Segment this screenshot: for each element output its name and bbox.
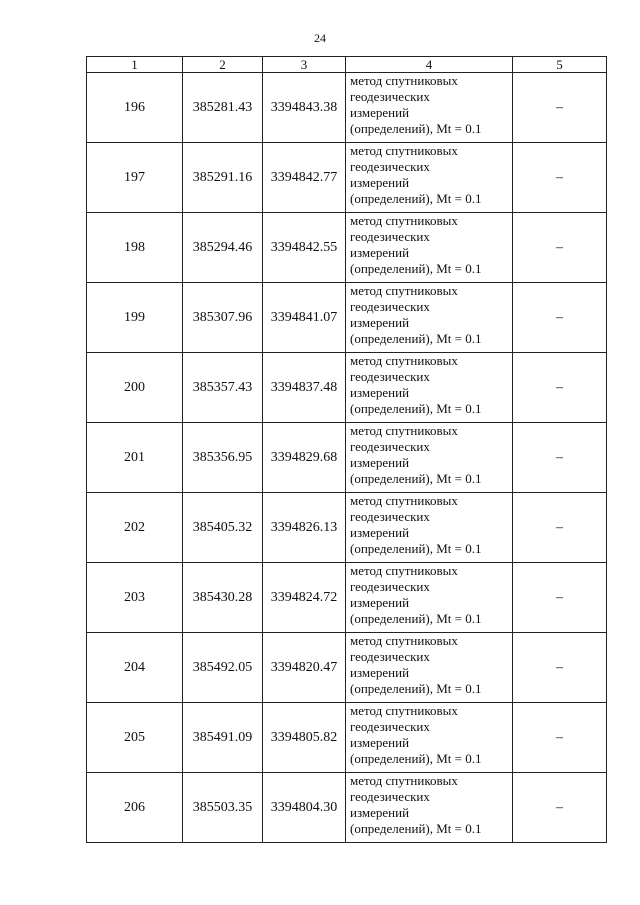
point-number-cell: 206 — [87, 773, 183, 843]
note-cell: – — [513, 143, 607, 213]
method-line: измерений — [350, 665, 410, 680]
method-line: геодезических — [350, 89, 430, 104]
method-line: (определений), Mt = 0.1 — [350, 751, 482, 766]
method-line: измерений — [350, 315, 410, 330]
note-cell: – — [513, 353, 607, 423]
point-number-cell: 205 — [87, 703, 183, 773]
method-line: геодезических — [350, 719, 430, 734]
note-cell: – — [513, 213, 607, 283]
x-coordinate-cell: 385492.05 — [183, 633, 263, 703]
method-cell — [346, 773, 513, 843]
method-line: измерений — [350, 105, 410, 120]
table-row — [87, 773, 607, 843]
y-coordinate-cell: 3394842.55 — [263, 213, 346, 283]
method-line: метод спутниковых — [350, 703, 458, 718]
point-number-cell: 203 — [87, 563, 183, 633]
method-line: (определений), Mt = 0.1 — [350, 681, 482, 696]
method-cell — [346, 283, 513, 353]
method-cell — [346, 73, 513, 143]
note-cell: – — [513, 703, 607, 773]
y-coordinate-cell: 3394842.77 — [263, 143, 346, 213]
x-coordinate-cell: 385430.28 — [183, 563, 263, 633]
method-line: геодезических — [350, 159, 430, 174]
method-line: геодезических — [350, 299, 430, 314]
y-coordinate-cell: 3394824.72 — [263, 563, 346, 633]
table-body — [87, 73, 607, 843]
method-line: метод спутниковых — [350, 633, 458, 648]
method-line: (определений), Mt = 0.1 — [350, 471, 482, 486]
y-coordinate-cell: 3394841.07 — [263, 283, 346, 353]
y-coordinate-cell: 3394837.48 — [263, 353, 346, 423]
note-cell: – — [513, 73, 607, 143]
note-cell: – — [513, 563, 607, 633]
y-coordinate-cell: 3394843.38 — [263, 73, 346, 143]
y-coordinate-cell: 3394829.68 — [263, 423, 346, 493]
table-row — [87, 353, 607, 423]
page-number: 24 — [314, 31, 326, 45]
method-cell — [346, 703, 513, 773]
table-row — [87, 423, 607, 493]
method-line: измерений — [350, 455, 410, 470]
method-line: измерений — [350, 175, 410, 190]
note-cell: – — [513, 773, 607, 843]
method-line: геодезических — [350, 509, 430, 524]
method-line: (определений), Mt = 0.1 — [350, 331, 482, 346]
method-line: измерений — [350, 385, 410, 400]
y-coordinate-cell: 3394804.30 — [263, 773, 346, 843]
method-cell — [346, 213, 513, 283]
y-coordinate-cell: 3394820.47 — [263, 633, 346, 703]
method-line: геодезических — [350, 229, 430, 244]
coordinates-table — [86, 56, 607, 843]
method-line: метод спутниковых — [350, 73, 458, 88]
method-line: измерений — [350, 525, 410, 540]
method-line: геодезических — [350, 369, 430, 384]
header-cell: 5 — [513, 57, 607, 73]
table-row — [87, 493, 607, 563]
x-coordinate-cell: 385307.96 — [183, 283, 263, 353]
method-line: геодезических — [350, 439, 430, 454]
header-cell: 3 — [263, 57, 346, 73]
method-line: (определений), Mt = 0.1 — [350, 541, 482, 556]
note-cell: – — [513, 423, 607, 493]
x-coordinate-cell: 385281.43 — [183, 73, 263, 143]
table-row — [87, 703, 607, 773]
header-cell: 1 — [87, 57, 183, 73]
x-coordinate-cell: 385357.43 — [183, 353, 263, 423]
method-line: (определений), Mt = 0.1 — [350, 401, 482, 416]
table-row — [87, 213, 607, 283]
header-cell: 2 — [183, 57, 263, 73]
method-cell — [346, 563, 513, 633]
header-cell: 4 — [346, 57, 513, 73]
method-cell — [346, 143, 513, 213]
method-line: измерений — [350, 245, 410, 260]
point-number-cell: 199 — [87, 283, 183, 353]
x-coordinate-cell: 385503.35 — [183, 773, 263, 843]
point-number-cell: 198 — [87, 213, 183, 283]
point-number-cell: 204 — [87, 633, 183, 703]
table-row — [87, 73, 607, 143]
method-line: геодезических — [350, 649, 430, 664]
table-row — [87, 283, 607, 353]
point-number-cell: 201 — [87, 423, 183, 493]
method-line: измерений — [350, 735, 410, 750]
point-number-cell: 202 — [87, 493, 183, 563]
method-line: измерений — [350, 595, 410, 610]
method-cell — [346, 423, 513, 493]
method-line: метод спутниковых — [350, 773, 458, 788]
method-line: метод спутниковых — [350, 563, 458, 578]
method-line: геодезических — [350, 579, 430, 594]
method-line: метод спутниковых — [350, 283, 458, 298]
method-line: (определений), Mt = 0.1 — [350, 261, 482, 276]
method-line: метод спутниковых — [350, 213, 458, 228]
method-line: метод спутниковых — [350, 423, 458, 438]
method-line: (определений), Mt = 0.1 — [350, 821, 482, 836]
x-coordinate-cell: 385491.09 — [183, 703, 263, 773]
method-line: (определений), Mt = 0.1 — [350, 121, 482, 136]
method-line: (определений), Mt = 0.1 — [350, 611, 482, 626]
point-number-cell: 197 — [87, 143, 183, 213]
header-row — [87, 57, 607, 73]
x-coordinate-cell: 385405.32 — [183, 493, 263, 563]
y-coordinate-cell: 3394826.13 — [263, 493, 346, 563]
method-line: геодезических — [350, 789, 430, 804]
method-cell — [346, 633, 513, 703]
x-coordinate-cell: 385291.16 — [183, 143, 263, 213]
note-cell: – — [513, 633, 607, 703]
x-coordinate-cell: 385356.95 — [183, 423, 263, 493]
method-line: (определений), Mt = 0.1 — [350, 191, 482, 206]
y-coordinate-cell: 3394805.82 — [263, 703, 346, 773]
table-row — [87, 143, 607, 213]
method-cell — [346, 493, 513, 563]
note-cell: – — [513, 283, 607, 353]
table-row — [87, 633, 607, 703]
note-cell: – — [513, 493, 607, 563]
x-coordinate-cell: 385294.46 — [183, 213, 263, 283]
point-number-cell: 196 — [87, 73, 183, 143]
method-cell — [346, 353, 513, 423]
table-row — [87, 563, 607, 633]
point-number-cell: 200 — [87, 353, 183, 423]
method-line: метод спутниковых — [350, 493, 458, 508]
method-line: метод спутниковых — [350, 143, 458, 158]
method-line: измерений — [350, 805, 410, 820]
method-line: метод спутниковых — [350, 353, 458, 368]
